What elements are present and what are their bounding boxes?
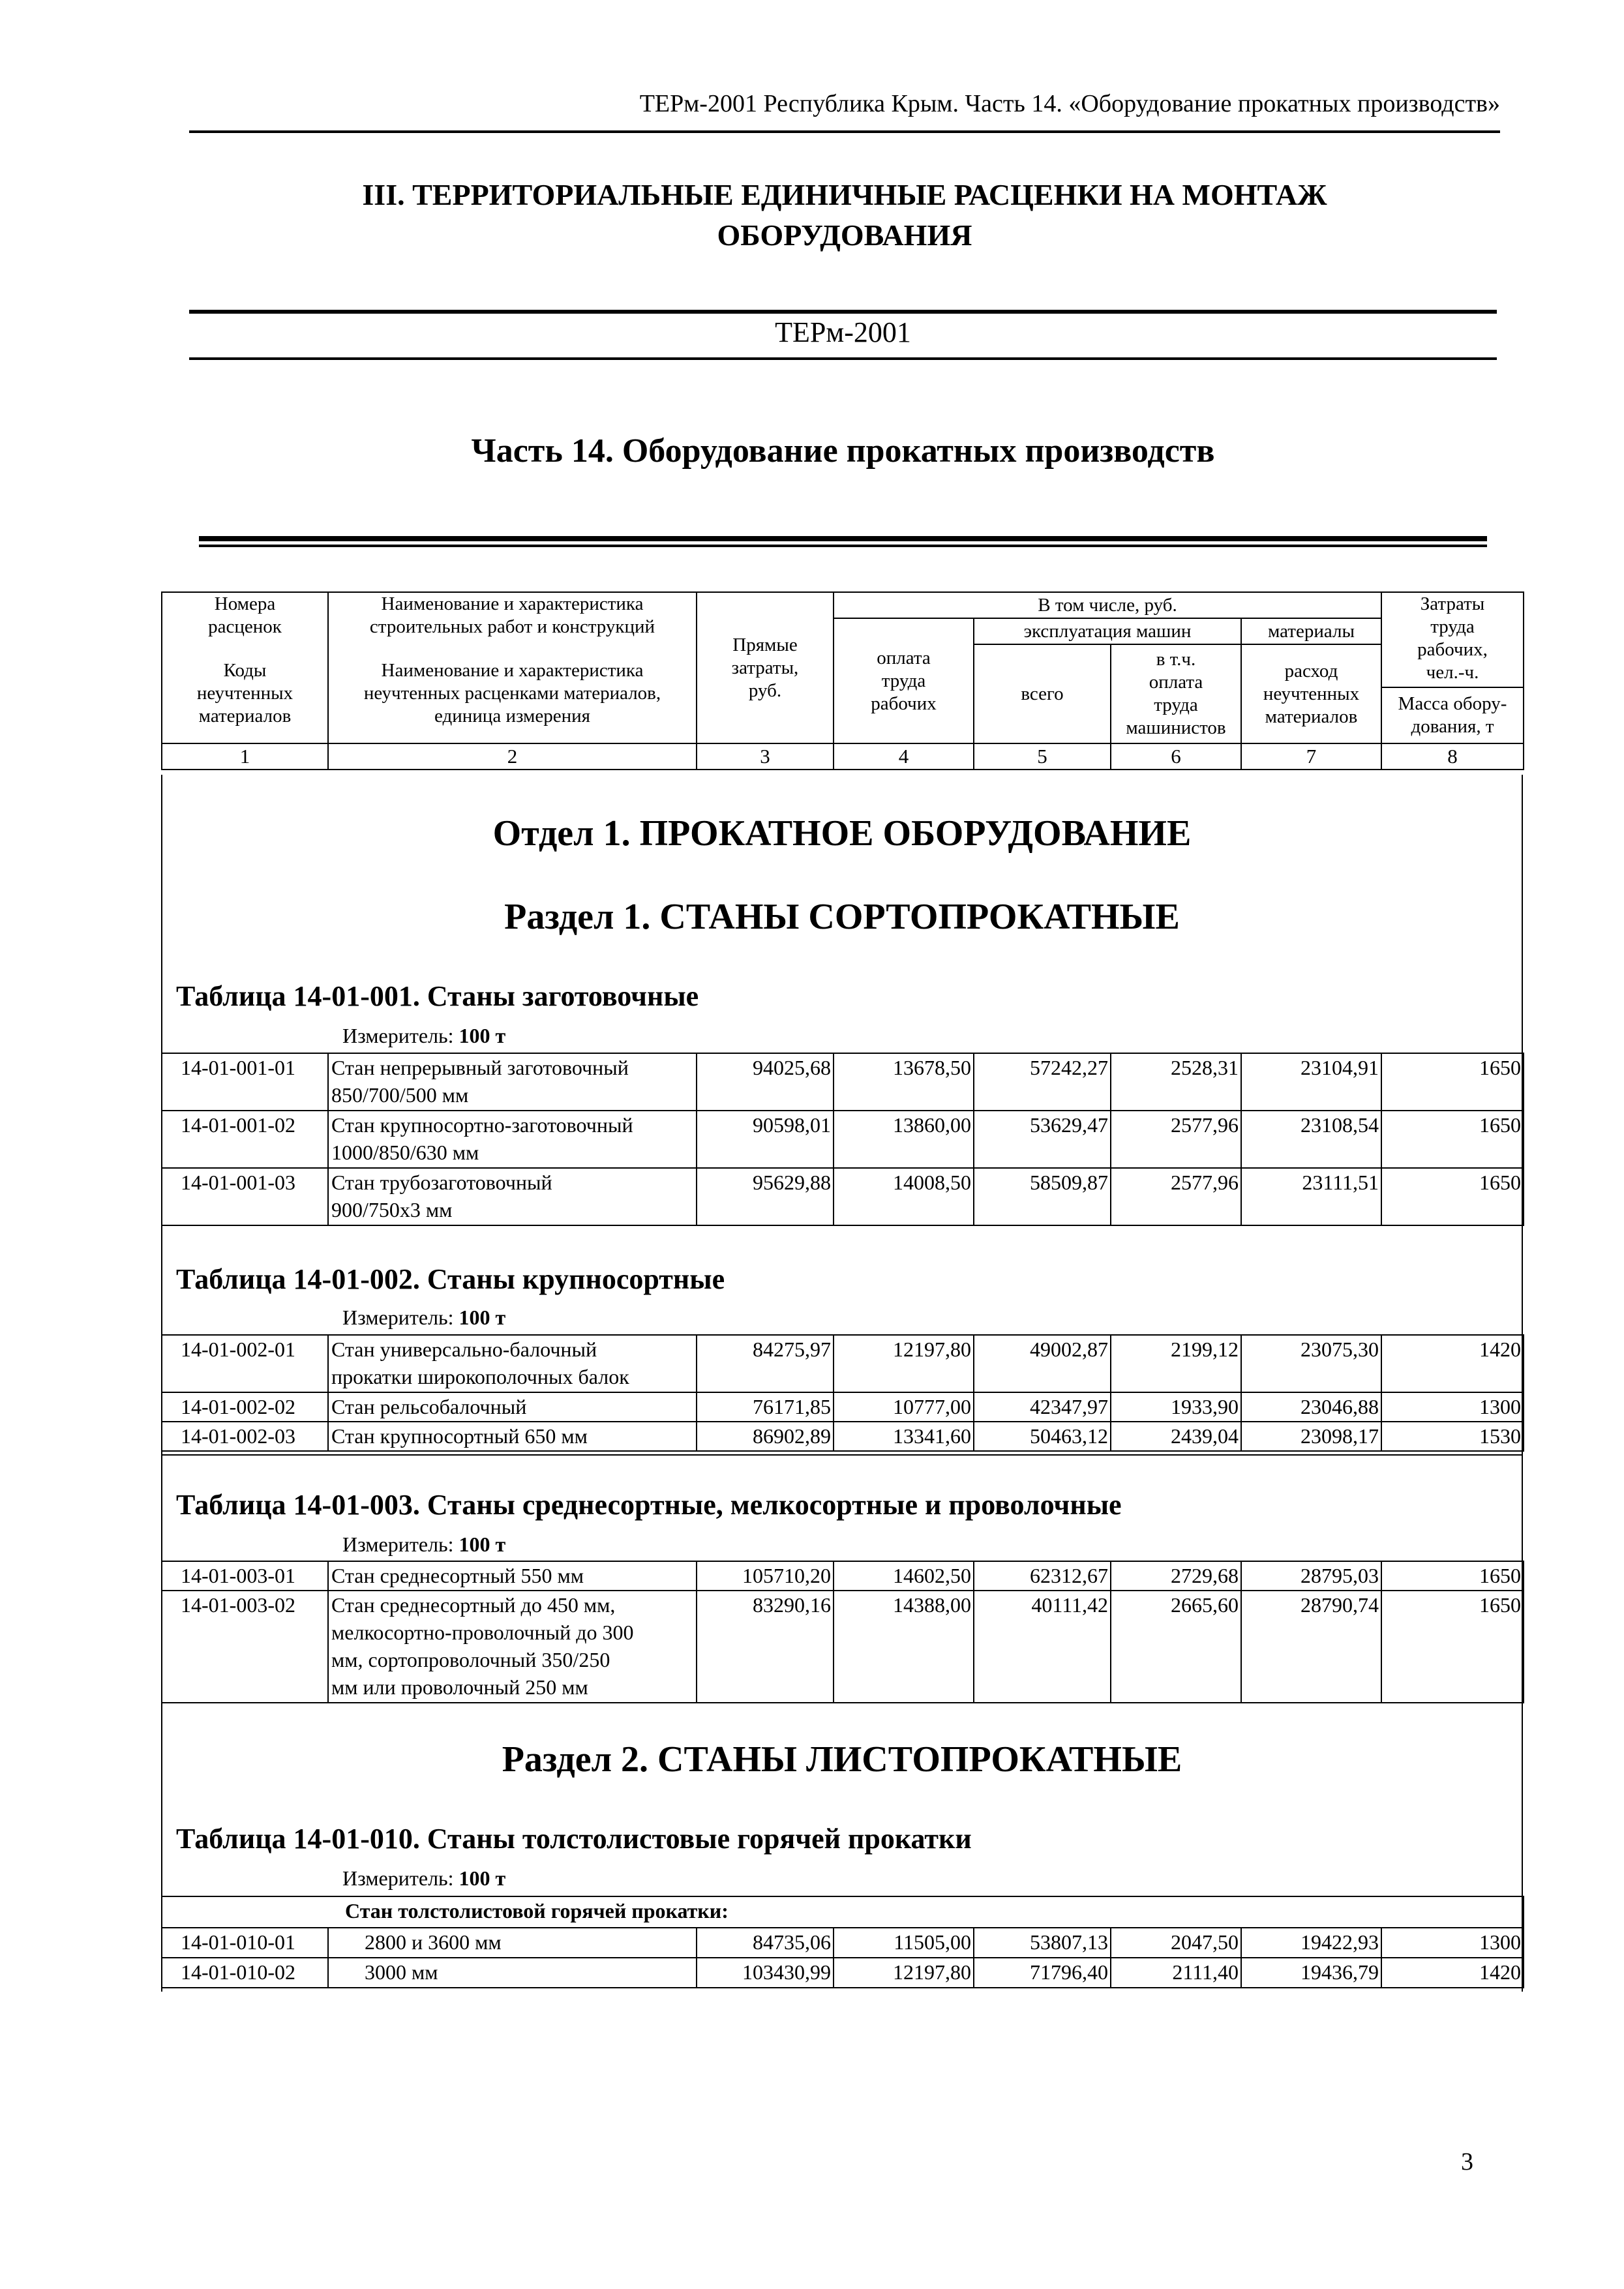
machines-cost: 57242,27 (974, 1053, 1111, 1111)
machinists-cost: 2111,40 (1111, 1958, 1241, 1988)
labor-cost: 13341,60 (834, 1422, 974, 1451)
rate-code: 14-01-001-02 (162, 1111, 328, 1168)
materials-cost: 19422,93 (1241, 1928, 1381, 1958)
direct-cost: 83290,16 (697, 1591, 834, 1703)
rate-name (328, 1111, 697, 1168)
header-col1-top (162, 592, 328, 644)
table-row (162, 1928, 1524, 1958)
table-title: Таблица 14-01-002. Станы крупносортные (176, 1263, 725, 1295)
header-col2-top (328, 592, 697, 644)
series-title: ТЕРм-2001 (775, 316, 911, 348)
direct-cost: 84275,97 (697, 1335, 834, 1392)
razdel-heading: Раздел 1. СТАНЫ СОРТОПРОКАТНЫЕ (504, 897, 1180, 937)
table-row (162, 1422, 1524, 1451)
labor-cost: 13860,00 (834, 1111, 974, 1168)
header-text: руб. (748, 680, 782, 701)
rate-name-line: Стан универсально-балочный (331, 1338, 597, 1361)
rate-name-line: мелкосортно-проволочный до 300 (331, 1621, 634, 1644)
header-col1-bottom (162, 644, 328, 743)
header-text: расценок (208, 616, 282, 637)
header-text: Наименование и характеристика (381, 660, 644, 681)
materials-cost: 28790,74 (1241, 1591, 1381, 1703)
machines-cost: 71796,40 (974, 1958, 1111, 1988)
header-text: оплата (877, 647, 931, 668)
header-text: Прямые (732, 634, 798, 655)
machines-cost: 42347,97 (974, 1392, 1111, 1422)
table-row (162, 1561, 1524, 1591)
labor-cost: 14008,50 (834, 1168, 974, 1225)
machines-cost: 40111,42 (974, 1591, 1111, 1703)
materials-cost: 23104,91 (1241, 1053, 1381, 1111)
main-title-line: III. ТЕРРИТОРИАЛЬНЫЕ ЕДИНИЧНЫЕ РАСЦЕНКИ НА МОНТАЖ (362, 178, 1327, 211)
rate-code: 14-01-010-02 (162, 1958, 328, 1988)
meter-line (342, 1307, 505, 1328)
labor-mass: 1650 (1381, 1591, 1524, 1703)
header-col8-bottom (1381, 687, 1524, 743)
header-text: неучтенных (196, 683, 293, 704)
direct-cost: 105710,20 (697, 1561, 834, 1591)
labor-mass: 1420 (1381, 1335, 1524, 1392)
machinists-cost: 2577,96 (1111, 1168, 1241, 1225)
column-number: 4 (834, 743, 974, 770)
header-text: неучтенных (1263, 683, 1360, 704)
rate-name-line: прокатки широкополочных балок (331, 1365, 629, 1388)
rate-code: 14-01-001-01 (162, 1053, 328, 1111)
materials-cost: 28795,03 (1241, 1561, 1381, 1591)
table-title: Таблица 14-01-010. Станы толстолистовые горячей прокатки (176, 1823, 972, 1855)
rate-code: 14-01-003-02 (162, 1591, 328, 1703)
rate-code: 14-01-001-03 (162, 1168, 328, 1225)
direct-cost: 86902,89 (697, 1422, 834, 1451)
section-divider (161, 1702, 1523, 1703)
machinists-cost: 2047,50 (1111, 1928, 1241, 1958)
header-text: Номера (214, 593, 276, 614)
table-row (162, 1591, 1524, 1703)
labor-cost: 14388,00 (834, 1591, 974, 1703)
rate-code: 14-01-002-02 (162, 1392, 328, 1422)
meter-label: Измеритель: (342, 1306, 454, 1329)
direct-cost: 94025,68 (697, 1053, 834, 1111)
header-col6 (1111, 644, 1241, 743)
header-text: единица измерения (434, 706, 590, 726)
machinists-cost: 2528,31 (1111, 1053, 1241, 1111)
column-header-table (161, 591, 1524, 770)
meter-label: Измеритель: (342, 1866, 454, 1890)
meter-line (342, 1025, 505, 1046)
direct-cost: 90598,01 (697, 1111, 834, 1168)
materials-cost: 23111,51 (1241, 1168, 1381, 1225)
column-number: 1 (162, 743, 328, 770)
rate-name-line: Стан трубозаготовочный (331, 1171, 552, 1194)
machinists-cost: 2577,96 (1111, 1111, 1241, 1168)
rates-table-010 (161, 1896, 1524, 1988)
rate-name-line: 850/700/500 мм (331, 1083, 469, 1107)
header-col8-top (1381, 592, 1524, 687)
machines-cost: 62312,67 (974, 1561, 1111, 1591)
labor-mass: 1420 (1381, 1958, 1524, 1988)
double-rule-second (199, 545, 1487, 547)
series-rule-top (189, 310, 1497, 314)
header-text: дования, т (1411, 716, 1494, 737)
labor-mass: 1650 (1381, 1168, 1524, 1225)
razdel-heading: Раздел 2. СТАНЫ ЛИСТОПРОКАТНЫЕ (502, 1739, 1182, 1780)
machines-cost: 53629,47 (974, 1111, 1111, 1168)
header-materials-label: материалы (1241, 618, 1381, 644)
otdel-heading: Отдел 1. ПРОКАТНОЕ ОБОРУДОВАНИЕ (492, 813, 1192, 854)
rate-name (328, 1591, 697, 1703)
labor-mass: 1530 (1381, 1422, 1524, 1451)
table-title: Таблица 14-01-001. Станы заготовочные (176, 980, 699, 1012)
header-group-label: В том числе, руб. (834, 592, 1381, 618)
column-number: 3 (697, 743, 834, 770)
machinists-cost: 2665,60 (1111, 1591, 1241, 1703)
rate-name-line: мм или проволочный 250 мм (331, 1675, 588, 1699)
column-number: 8 (1381, 743, 1524, 770)
labor-mass: 1650 (1381, 1053, 1524, 1111)
meter-value: 100 т (459, 1866, 506, 1890)
rates-table-003 (161, 1561, 1524, 1703)
header-text: труда (1154, 695, 1198, 715)
table-row (162, 1392, 1524, 1422)
rate-name (328, 1168, 697, 1225)
labor-mass: 1300 (1381, 1928, 1524, 1958)
labor-cost: 11505,00 (834, 1928, 974, 1958)
machines-cost: 49002,87 (974, 1335, 1111, 1392)
header-text: Коды (223, 660, 267, 681)
rate-name-line: Стан крупносортно-заготовочный (331, 1113, 633, 1137)
rate-name: Стан крупносортный 650 мм (328, 1422, 697, 1451)
meter-line (342, 1868, 505, 1889)
header-text: неучтенных расценками материалов, (363, 683, 661, 704)
meter-label: Измеритель: (342, 1533, 454, 1556)
table-row (162, 1111, 1524, 1168)
header-text: затраты, (731, 657, 799, 678)
header-text: расход (1284, 660, 1338, 681)
header-text: в т.ч. (1156, 649, 1196, 670)
materials-cost: 23098,17 (1241, 1422, 1381, 1451)
machines-cost: 50463,12 (974, 1422, 1111, 1451)
header-text: труда (881, 670, 926, 691)
materials-cost: 23108,54 (1241, 1111, 1381, 1168)
labor-mass: 1650 (1381, 1561, 1524, 1591)
rates-table-001 (161, 1053, 1524, 1226)
header-text: рабочих, (1417, 639, 1488, 660)
header-text: оплата (1149, 672, 1203, 693)
column-number: 6 (1111, 743, 1241, 770)
table-row (162, 1168, 1524, 1225)
machines-cost: 58509,87 (974, 1168, 1111, 1225)
rate-name: Стан среднесортный 550 мм (328, 1561, 697, 1591)
labor-cost: 14602,50 (834, 1561, 974, 1591)
direct-cost: 84735,06 (697, 1928, 834, 1958)
header-text: Наименование и характеристика (381, 593, 644, 614)
running-header: ТЕРм-2001 Республика Крым. Часть 14. «Оборудование прокатных производств» (639, 90, 1500, 117)
machinists-cost: 2439,04 (1111, 1422, 1241, 1451)
machinists-cost: 2729,68 (1111, 1561, 1241, 1591)
rate-name-line: Стан среднесортный до 450 мм, (331, 1593, 616, 1617)
header-col2-bottom (328, 644, 697, 743)
header-col3 (697, 592, 834, 743)
labor-cost: 10777,00 (834, 1392, 974, 1422)
meter-value: 100 т (459, 1306, 506, 1329)
rate-code: 14-01-003-01 (162, 1561, 328, 1591)
section-divider (161, 1225, 1523, 1226)
labor-mass: 1300 (1381, 1392, 1524, 1422)
meter-value: 100 т (459, 1533, 506, 1556)
table-row (162, 1053, 1524, 1111)
rate-name: Стан рельсобалочный (328, 1392, 697, 1422)
header-col4 (834, 618, 974, 743)
materials-cost: 23075,30 (1241, 1335, 1381, 1392)
labor-cost: 12197,80 (834, 1335, 974, 1392)
rate-name-line: 1000/850/630 мм (331, 1141, 479, 1164)
machinists-cost: 2199,12 (1111, 1335, 1241, 1392)
header-col5: всего (974, 644, 1111, 743)
table-row (162, 1958, 1524, 1988)
machinists-cost: 1933,90 (1111, 1392, 1241, 1422)
rate-name: 2800 и 3600 мм (328, 1928, 697, 1958)
table-row (162, 1335, 1524, 1392)
meter-label: Измеритель: (342, 1024, 454, 1047)
direct-cost: 95629,88 (697, 1168, 834, 1225)
series-rule-bottom (189, 357, 1497, 360)
machines-cost: 53807,13 (974, 1928, 1111, 1958)
materials-cost: 19436,79 (1241, 1958, 1381, 1988)
main-title (196, 175, 1494, 256)
table-title: Таблица 14-01-003. Станы среднесортные, мелкосортные и проволочные (176, 1489, 1122, 1521)
rate-name: 3000 мм (328, 1958, 697, 1988)
rate-name (328, 1335, 697, 1392)
labor-mass: 1650 (1381, 1111, 1524, 1168)
direct-cost: 76171,85 (697, 1392, 834, 1422)
header-text: материалов (198, 706, 292, 726)
header-text: труда (1430, 616, 1475, 637)
header-text: Масса обору- (1398, 693, 1507, 714)
header-text: рабочих (871, 693, 937, 714)
rates-table-002 (161, 1334, 1524, 1452)
rate-code: 14-01-002-01 (162, 1335, 328, 1392)
column-number: 5 (974, 743, 1111, 770)
table-subheader: Стан толстолистовой горячей прокатки: (162, 1896, 1524, 1928)
page-number: 3 (1461, 2148, 1473, 2176)
meter-line (342, 1534, 505, 1555)
meter-value: 100 т (459, 1024, 506, 1047)
header-text: Затраты (1420, 593, 1485, 614)
materials-cost: 23046,88 (1241, 1392, 1381, 1422)
column-number: 7 (1241, 743, 1381, 770)
direct-cost: 103430,99 (697, 1958, 834, 1988)
rate-name-line: 900/750х3 мм (331, 1198, 453, 1221)
part-title: Часть 14. Оборудование прокатных производств (471, 432, 1215, 470)
section-divider (161, 1454, 1523, 1456)
labor-cost: 13678,50 (834, 1053, 974, 1111)
main-title-line: ОБОРУДОВАНИЯ (717, 218, 972, 252)
double-rule (199, 536, 1487, 541)
header-text: материалов (1265, 706, 1358, 727)
table-subheader-row (162, 1896, 1524, 1928)
header-text: машинистов (1126, 717, 1226, 738)
rate-name-line: мм, сортопроволочный 350/250 (331, 1648, 610, 1671)
header-text: строительных работ и конструкций (369, 616, 655, 637)
header-rule (189, 130, 1500, 133)
header-text: чел.-ч. (1426, 662, 1479, 683)
labor-cost: 12197,80 (834, 1958, 974, 1988)
rate-name-line: Стан непрерывный заготовочный (331, 1056, 629, 1079)
rate-code: 14-01-002-03 (162, 1422, 328, 1451)
header-col7 (1241, 644, 1381, 743)
rate-name (328, 1053, 697, 1111)
rate-code: 14-01-010-01 (162, 1928, 328, 1958)
column-number: 2 (328, 743, 697, 770)
header-machines-label: эксплуатация машин (974, 618, 1241, 644)
